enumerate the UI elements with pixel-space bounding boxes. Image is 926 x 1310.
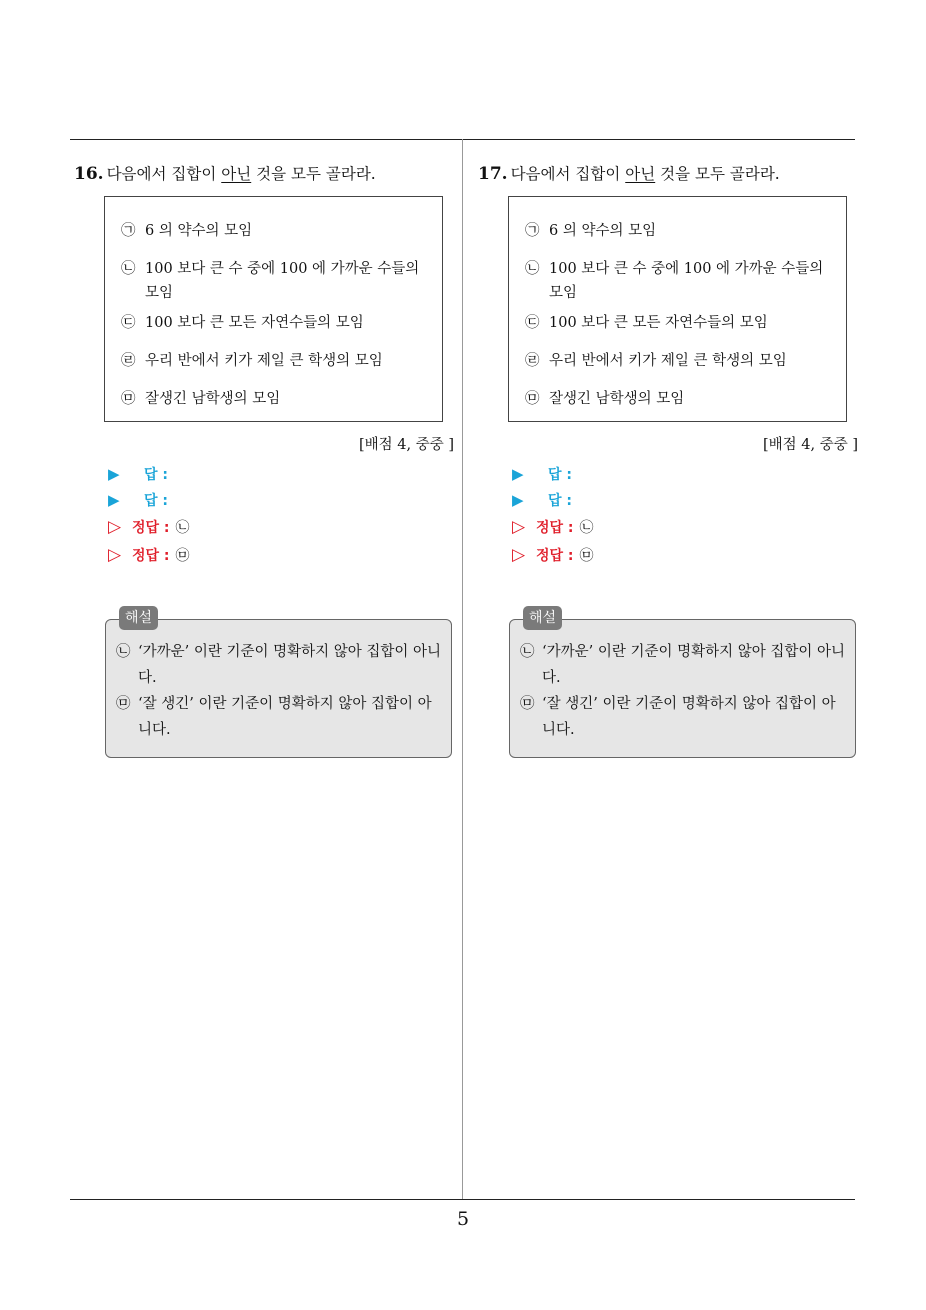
correct-label: 정답 :	[132, 548, 170, 564]
question-17	[478, 163, 868, 738]
choice-mark: ㉢	[121, 315, 136, 331]
explanation-mark: ㉡	[116, 644, 131, 660]
correct-answer-line	[108, 541, 190, 569]
page-number: 5	[456, 1208, 470, 1230]
choice-text: 잘생긴 남학생의 모임	[549, 391, 685, 407]
question-16	[74, 163, 464, 738]
play-arrow-icon: ▶	[108, 491, 120, 509]
correct-value: ㉡	[579, 520, 594, 536]
answer-label: 답 :	[144, 493, 168, 509]
explanation-tab: 해설	[119, 606, 158, 630]
correct-label: 정답 :	[536, 520, 574, 536]
answer-line[interactable]	[512, 487, 594, 513]
explanation-box	[105, 610, 452, 758]
outline-arrow-icon: ▷	[108, 517, 122, 537]
choice-item	[525, 219, 834, 243]
explanation-mark: ㉤	[520, 696, 535, 712]
choice-text: 6 의 약수의 모임	[145, 223, 253, 239]
stem-text-after: 것을 모두 골라라.	[251, 165, 376, 183]
explanation-text: ‘가까운’ 이란 기준이 명확하지 않아 집합이 아니다.	[542, 644, 846, 686]
question-stem	[74, 163, 464, 185]
choice-mark: ㉡	[121, 261, 136, 277]
answer-section	[108, 461, 190, 569]
choice-mark: ㉠	[525, 223, 540, 239]
choice-text: 잘생긴 남학생의 모임	[145, 391, 281, 407]
correct-value: ㉤	[175, 548, 190, 564]
question-number: 16.	[74, 164, 104, 184]
stem-underlined: 아닌	[221, 165, 252, 183]
bottom-rule	[70, 1199, 855, 1200]
play-arrow-icon: ▶	[512, 465, 524, 483]
explanation-tab: 해설	[523, 606, 562, 630]
stem-text-after: 것을 모두 골라라.	[655, 165, 780, 183]
choice-text: 100 보다 큰 수 중에 100 에 가까운 수들의 모임	[549, 261, 824, 301]
correct-value: ㉡	[175, 520, 190, 536]
choice-mark: ㉣	[525, 353, 540, 369]
choice-mark: ㉤	[525, 391, 540, 407]
choice-item	[121, 257, 430, 305]
choice-item	[121, 387, 430, 411]
play-arrow-icon: ▶	[108, 465, 120, 483]
explanation-item	[520, 691, 845, 743]
answer-line[interactable]	[512, 461, 594, 487]
choice-item	[121, 219, 430, 243]
choice-item	[525, 349, 834, 373]
choice-text: 우리 반에서 키가 제일 큰 학생의 모임	[549, 353, 787, 369]
explanation-text: ‘잘 생긴’ 이란 기준이 명확하지 않아 집합이 아니다.	[542, 696, 836, 738]
points-label: [배점 4, 중중 ]	[358, 437, 454, 453]
explanation-item	[520, 639, 845, 691]
play-arrow-icon: ▶	[512, 491, 524, 509]
explanation-mark: ㉡	[520, 644, 535, 660]
answer-label: 답 :	[548, 493, 572, 509]
answer-label: 답 :	[144, 467, 168, 483]
answer-label: 답 :	[548, 467, 572, 483]
correct-value: ㉤	[579, 548, 594, 564]
answer-section	[512, 461, 594, 569]
question-number: 17.	[478, 164, 508, 184]
explanation-item	[116, 691, 441, 743]
choice-item	[525, 257, 834, 305]
outline-arrow-icon: ▷	[512, 545, 526, 565]
stem-underlined: 아닌	[625, 165, 656, 183]
explanation-text: ‘가까운’ 이란 기준이 명확하지 않아 집합이 아니다.	[138, 644, 442, 686]
stem-text-before: 다음에서 집합이	[510, 165, 626, 183]
correct-answer-line	[512, 513, 594, 541]
choice-item	[525, 387, 834, 411]
explanation-box	[509, 610, 856, 758]
choice-box	[508, 196, 847, 422]
choice-mark: ㉢	[525, 315, 540, 331]
choice-text: 우리 반에서 키가 제일 큰 학생의 모임	[145, 353, 383, 369]
choice-item	[121, 349, 430, 373]
choice-box	[104, 196, 443, 422]
choice-item	[525, 311, 834, 335]
choice-mark: ㉣	[121, 353, 136, 369]
choice-mark: ㉤	[121, 391, 136, 407]
outline-arrow-icon: ▷	[108, 545, 122, 565]
correct-label: 정답 :	[132, 520, 170, 536]
explanation-item	[116, 639, 441, 691]
explanation-text: ‘잘 생긴’ 이란 기준이 명확하지 않아 집합이 아니다.	[138, 696, 432, 738]
outline-arrow-icon: ▷	[512, 517, 526, 537]
stem-text-before: 다음에서 집합이	[106, 165, 222, 183]
correct-answer-line	[108, 513, 190, 541]
explanation-mark: ㉤	[116, 696, 131, 712]
choice-mark: ㉠	[121, 223, 136, 239]
choice-text: 6 의 약수의 모임	[549, 223, 657, 239]
choice-text: 100 보다 큰 모든 자연수들의 모임	[549, 315, 768, 331]
choice-item	[121, 311, 430, 335]
choice-text: 100 보다 큰 수 중에 100 에 가까운 수들의 모임	[145, 261, 420, 301]
points-label: [배점 4, 중중 ]	[762, 437, 858, 453]
choice-text: 100 보다 큰 모든 자연수들의 모임	[145, 315, 364, 331]
answer-line[interactable]	[108, 487, 190, 513]
correct-label: 정답 :	[536, 548, 574, 564]
choice-mark: ㉡	[525, 261, 540, 277]
answer-line[interactable]	[108, 461, 190, 487]
correct-answer-line	[512, 541, 594, 569]
question-stem	[478, 163, 868, 185]
column-divider	[462, 139, 463, 1200]
